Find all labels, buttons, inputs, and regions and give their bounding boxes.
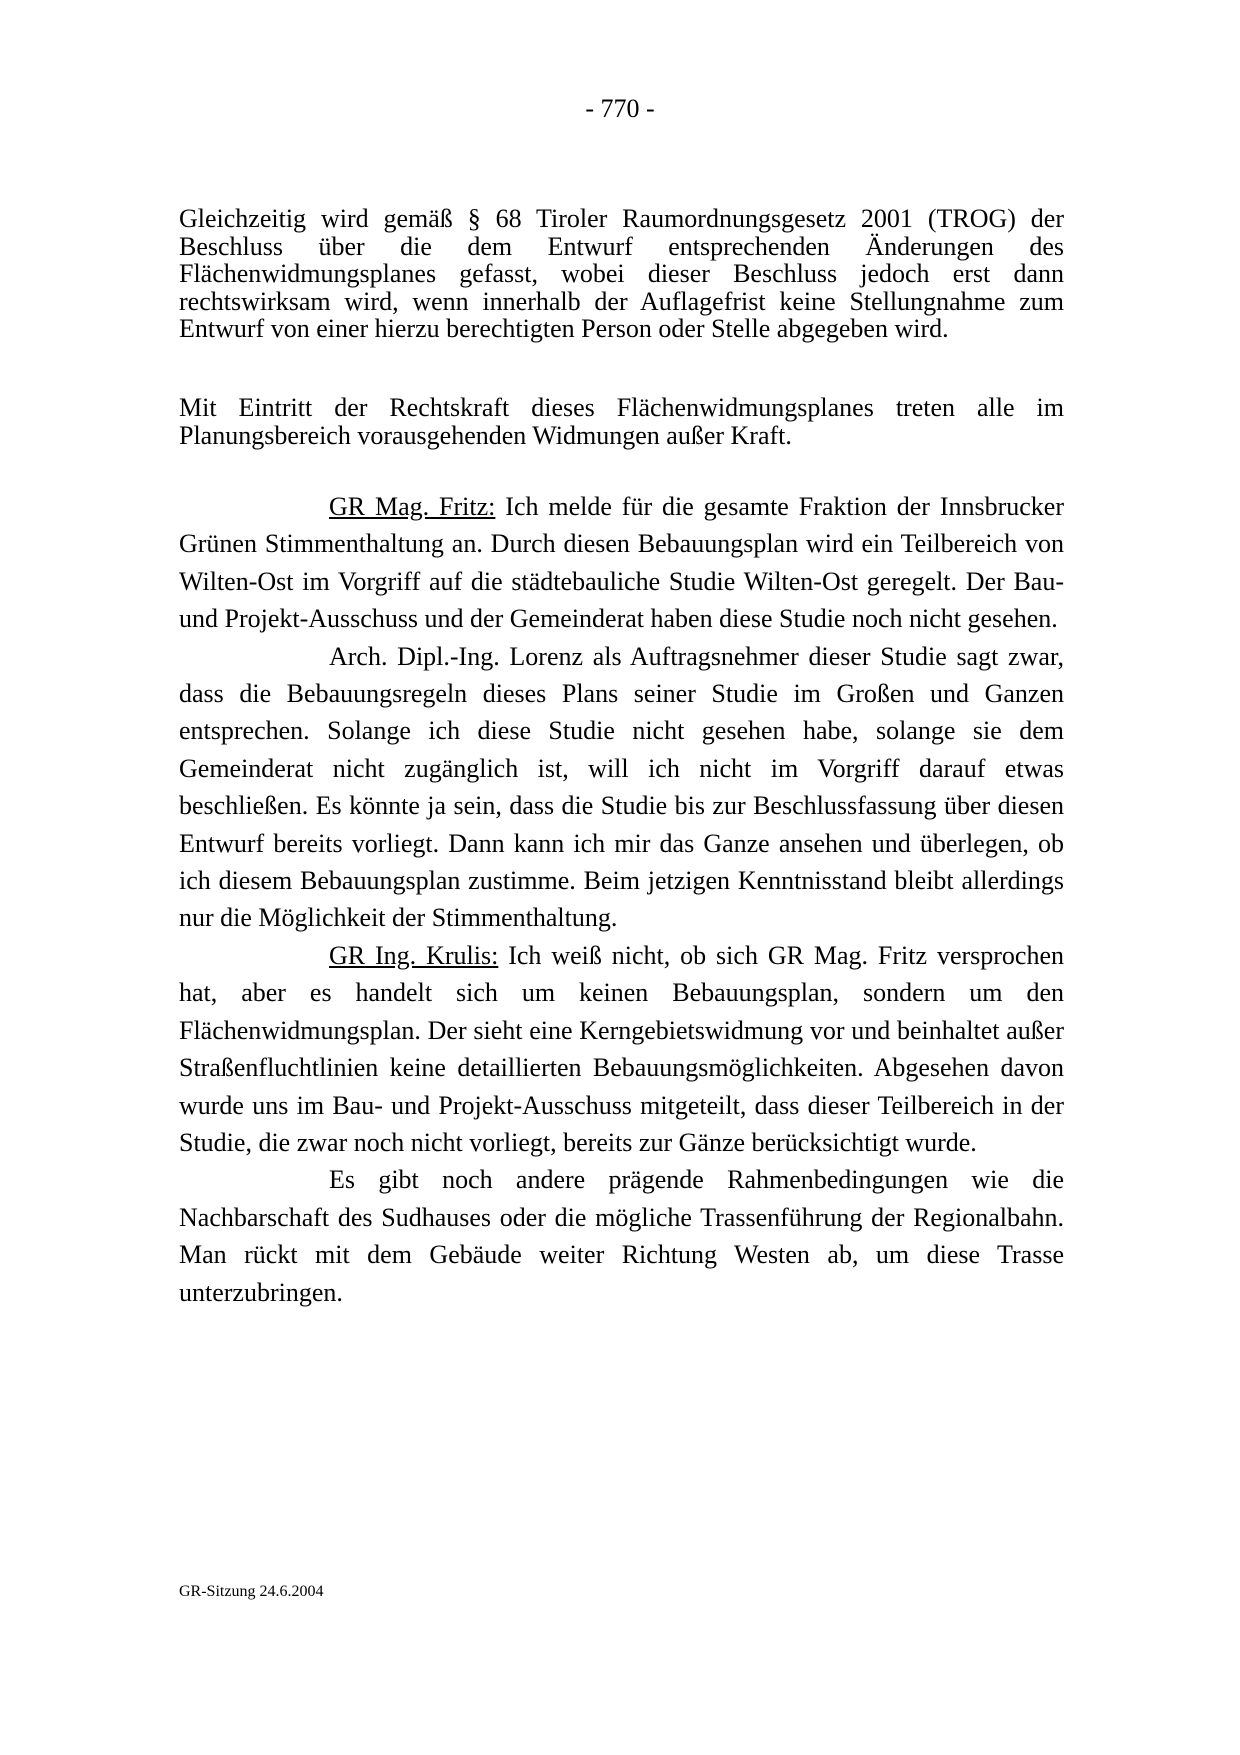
resolution-text-1: Gleichzeitig wird gemäß § 68 Tiroler Raumordnungsgesetz 2001 (TROG) der Beschluss über die dem Entwurf entsprechenden Änderungen des Flächenwidmungsplanes gefasst, wobei dieser Beschluss jedoch erst dann rechtswirksam wird, wenn innerhalb der Auflagefrist keine Stellungnahme zum Entwurf von einer hierzu berechtigten Person oder Stelle abgegeben wird. bbox=[179, 204, 1064, 343]
page-number: - 770 - bbox=[585, 94, 655, 123]
statement-krulis-continued: Es gibt noch andere prägende Rahmenbedingungen wie die Nachbarschaft des Sudhauses oder die mögliche Trassenführung der Regionalbahn. Man rückt mit dem Gebäude weiter Richtung Westen ab, um diese Trasse unterzubringen. bbox=[179, 1165, 1064, 1307]
statement-fritz-continued: Arch. Dipl.-Ing. Lorenz als Auftragsnehmer dieser Studie sagt zwar, dass die Bebauungsregeln dieses Plans seiner Studie im Großen und Ganzen entsprechen. Solange ich diese Studie nicht gesehen habe, solange sie dem Gemeinderat nicht zugänglich ist, will ich nicht im Vorgriff darauf etwas beschließen. Es könnte ja sein, dass die Studie bis zur Beschlussfassung über diesen Entwurf bereits vorliegt. Dann kann ich mir das Ganze ansehen und überlegen, ob ich diesem Bebauungsplan zustimme. Beim jetzigen Kenntnisstand bleibt allerdings nur die Möglichkeit der Stimmenthaltung. bbox=[179, 641, 1064, 933]
debate-transcript bbox=[179, 488, 1064, 1311]
statement-krulis bbox=[179, 937, 1064, 1161]
resolution-paragraph-2 bbox=[179, 394, 1064, 449]
statement-text: Ich weiß nicht, ob sich GR Mag. Fritz versprochen hat, aber es handelt sich um keinen Bebauungsplan, sondern um den Flächenwidmungsplan. Der sieht eine Kerngebietswidmung vor und beinhaltet außer Straßenfluchtlinien keine detaillierten Bebauungsmöglichkeiten. Abgesehen davon wurde uns im Bau- und Projekt-Ausschuss mitgeteilt, dass dieser Teilbereich in der Studie, die zwar noch nicht vorliegt, bereits zur Gänze berücksichtigt wurde. bbox=[179, 940, 1064, 1157]
statement-fritz bbox=[179, 488, 1064, 638]
footer-session-date: GR-Sitzung 24.6.2004 bbox=[179, 1583, 324, 1600]
resolution-text-2: Mit Eintritt der Rechtskraft dieses Flächenwidmungsplanes treten alle im Planungsbereich vorausgehenden Widmungen außer Kraft. bbox=[179, 393, 1064, 450]
speaker-name: GR Ing. Krulis: bbox=[329, 940, 499, 970]
resolution-paragraph-1 bbox=[179, 205, 1064, 343]
statement-text: Ich melde für die gesamte Fraktion der Innsbrucker Grünen Stimmenthaltung an. Durch diesen Bebauungsplan wird ein Teilbereich von Wilten-Ost im Vorgriff auf die städtebauliche Studie Wilten-Ost geregelt. Der Bau- und Projekt-Ausschuss und der Gemeinderat haben diese Studie noch nicht gesehen. bbox=[179, 492, 1064, 634]
speaker-name: GR Mag. Fritz: bbox=[329, 492, 496, 521]
